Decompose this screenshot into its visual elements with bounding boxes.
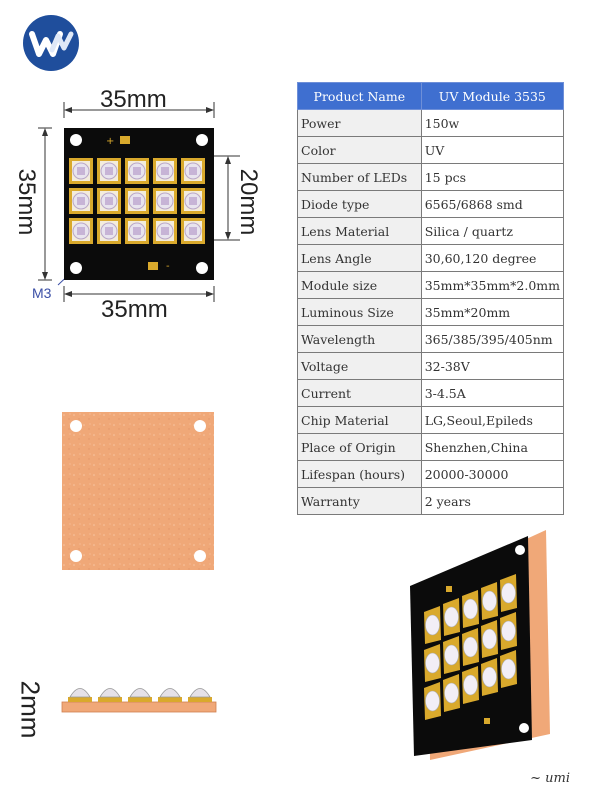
spec-key: Lens Angle [298, 245, 422, 272]
table-row [298, 299, 564, 326]
led-chip-3d [443, 636, 460, 674]
module-3d-render [406, 528, 552, 760]
led-dome [188, 689, 212, 703]
led-chip-3d [481, 658, 498, 696]
led-chip-3d [443, 674, 460, 712]
spec-value: 35mm*20mm [421, 299, 563, 326]
header-key: Product Name [298, 83, 422, 110]
module-side-view [60, 676, 220, 716]
led-chip [97, 188, 121, 214]
table-row [298, 326, 564, 353]
spec-value: 32-38V [421, 353, 563, 380]
spec-value: 2 years [421, 488, 563, 515]
led-chip-3d [424, 682, 441, 720]
led-chip-3d [481, 582, 498, 620]
spec-value: Silica / quartz [421, 218, 563, 245]
spec-value: Shenzhen,China [421, 434, 563, 461]
spec-key: Current [298, 380, 422, 407]
table-row [298, 191, 564, 218]
led-chip-3d [424, 644, 441, 682]
table-row [298, 272, 564, 299]
svg-text:+: + [106, 136, 115, 147]
led-chip-3d [500, 574, 517, 612]
spec-value: 35mm*35mm*2.0mm [421, 272, 563, 299]
spec-key: Diode type [298, 191, 422, 218]
led-dome [128, 689, 152, 703]
led-chip-3d [443, 598, 460, 636]
table-row [298, 137, 564, 164]
spec-key: Lens Material [298, 218, 422, 245]
left-height-label: 35mm [13, 168, 40, 236]
table-row [298, 434, 564, 461]
thickness-label: 2mm [15, 680, 46, 739]
led-chip [97, 158, 121, 184]
led-dome [68, 689, 92, 703]
spec-key: Power [298, 110, 422, 137]
hole-label: M3 [32, 285, 52, 301]
table-row [298, 353, 564, 380]
spec-value: 365/385/395/405nm [421, 326, 563, 353]
led-chip [125, 158, 149, 184]
spec-key: Color [298, 137, 422, 164]
led-chip [125, 218, 149, 244]
led-chip-3d [424, 606, 441, 644]
led-chip-3d [462, 666, 479, 704]
table-row [298, 488, 564, 515]
bottom-width-label: 35mm [101, 296, 168, 323]
led-chip [125, 188, 149, 214]
module-back-view [62, 412, 214, 570]
led-chip [153, 218, 177, 244]
signature: ~ umi [530, 771, 570, 786]
brand-logo [22, 14, 80, 72]
led-dome [98, 689, 122, 703]
led-chip-3d [500, 612, 517, 650]
led-chip [153, 188, 177, 214]
led-dome [158, 689, 182, 703]
spec-value: 30,60,120 degree [421, 245, 563, 272]
spec-key: Chip Material [298, 407, 422, 434]
spec-value: 15 pcs [421, 164, 563, 191]
led-chip [97, 218, 121, 244]
spec-key: Warranty [298, 488, 422, 515]
table-row [298, 110, 564, 137]
led-chip [69, 188, 93, 214]
spec-key: Luminous Size [298, 299, 422, 326]
header-value: UV Module 3535 [421, 83, 563, 110]
led-chip-3d [481, 620, 498, 658]
spec-table [297, 82, 564, 515]
led-chip [181, 218, 205, 244]
led-chip-3d [462, 628, 479, 666]
table-header-row [298, 83, 564, 110]
svg-text:-: - [166, 261, 170, 272]
spec-value: 150w [421, 110, 563, 137]
table-row [298, 407, 564, 434]
spec-key: Lifespan (hours) [298, 461, 422, 488]
table-row [298, 461, 564, 488]
spec-value: UV [421, 137, 563, 164]
spec-value: LG,Seoul,Epileds [421, 407, 563, 434]
table-row [298, 245, 564, 272]
spec-value: 3-4.5A [421, 380, 563, 407]
table-row [298, 164, 564, 191]
spec-key: Number of LEDs [298, 164, 422, 191]
top-width-label: 35mm [100, 86, 167, 113]
spec-value: 20000-30000 [421, 461, 563, 488]
spec-key: Place of Origin [298, 434, 422, 461]
led-chip [181, 158, 205, 184]
spec-key: Voltage [298, 353, 422, 380]
led-chip [69, 218, 93, 244]
led-chip [181, 188, 205, 214]
led-chip [69, 158, 93, 184]
spec-key: Wavelength [298, 326, 422, 353]
module-top-view [64, 128, 214, 280]
led-chip-3d [462, 590, 479, 628]
right-height-label: 20mm [235, 168, 262, 236]
spec-key: Module size [298, 272, 422, 299]
table-row [298, 218, 564, 245]
table-row [298, 380, 564, 407]
spec-value: 6565/6868 smd [421, 191, 563, 218]
led-chip-3d [500, 650, 517, 688]
led-chip [153, 158, 177, 184]
